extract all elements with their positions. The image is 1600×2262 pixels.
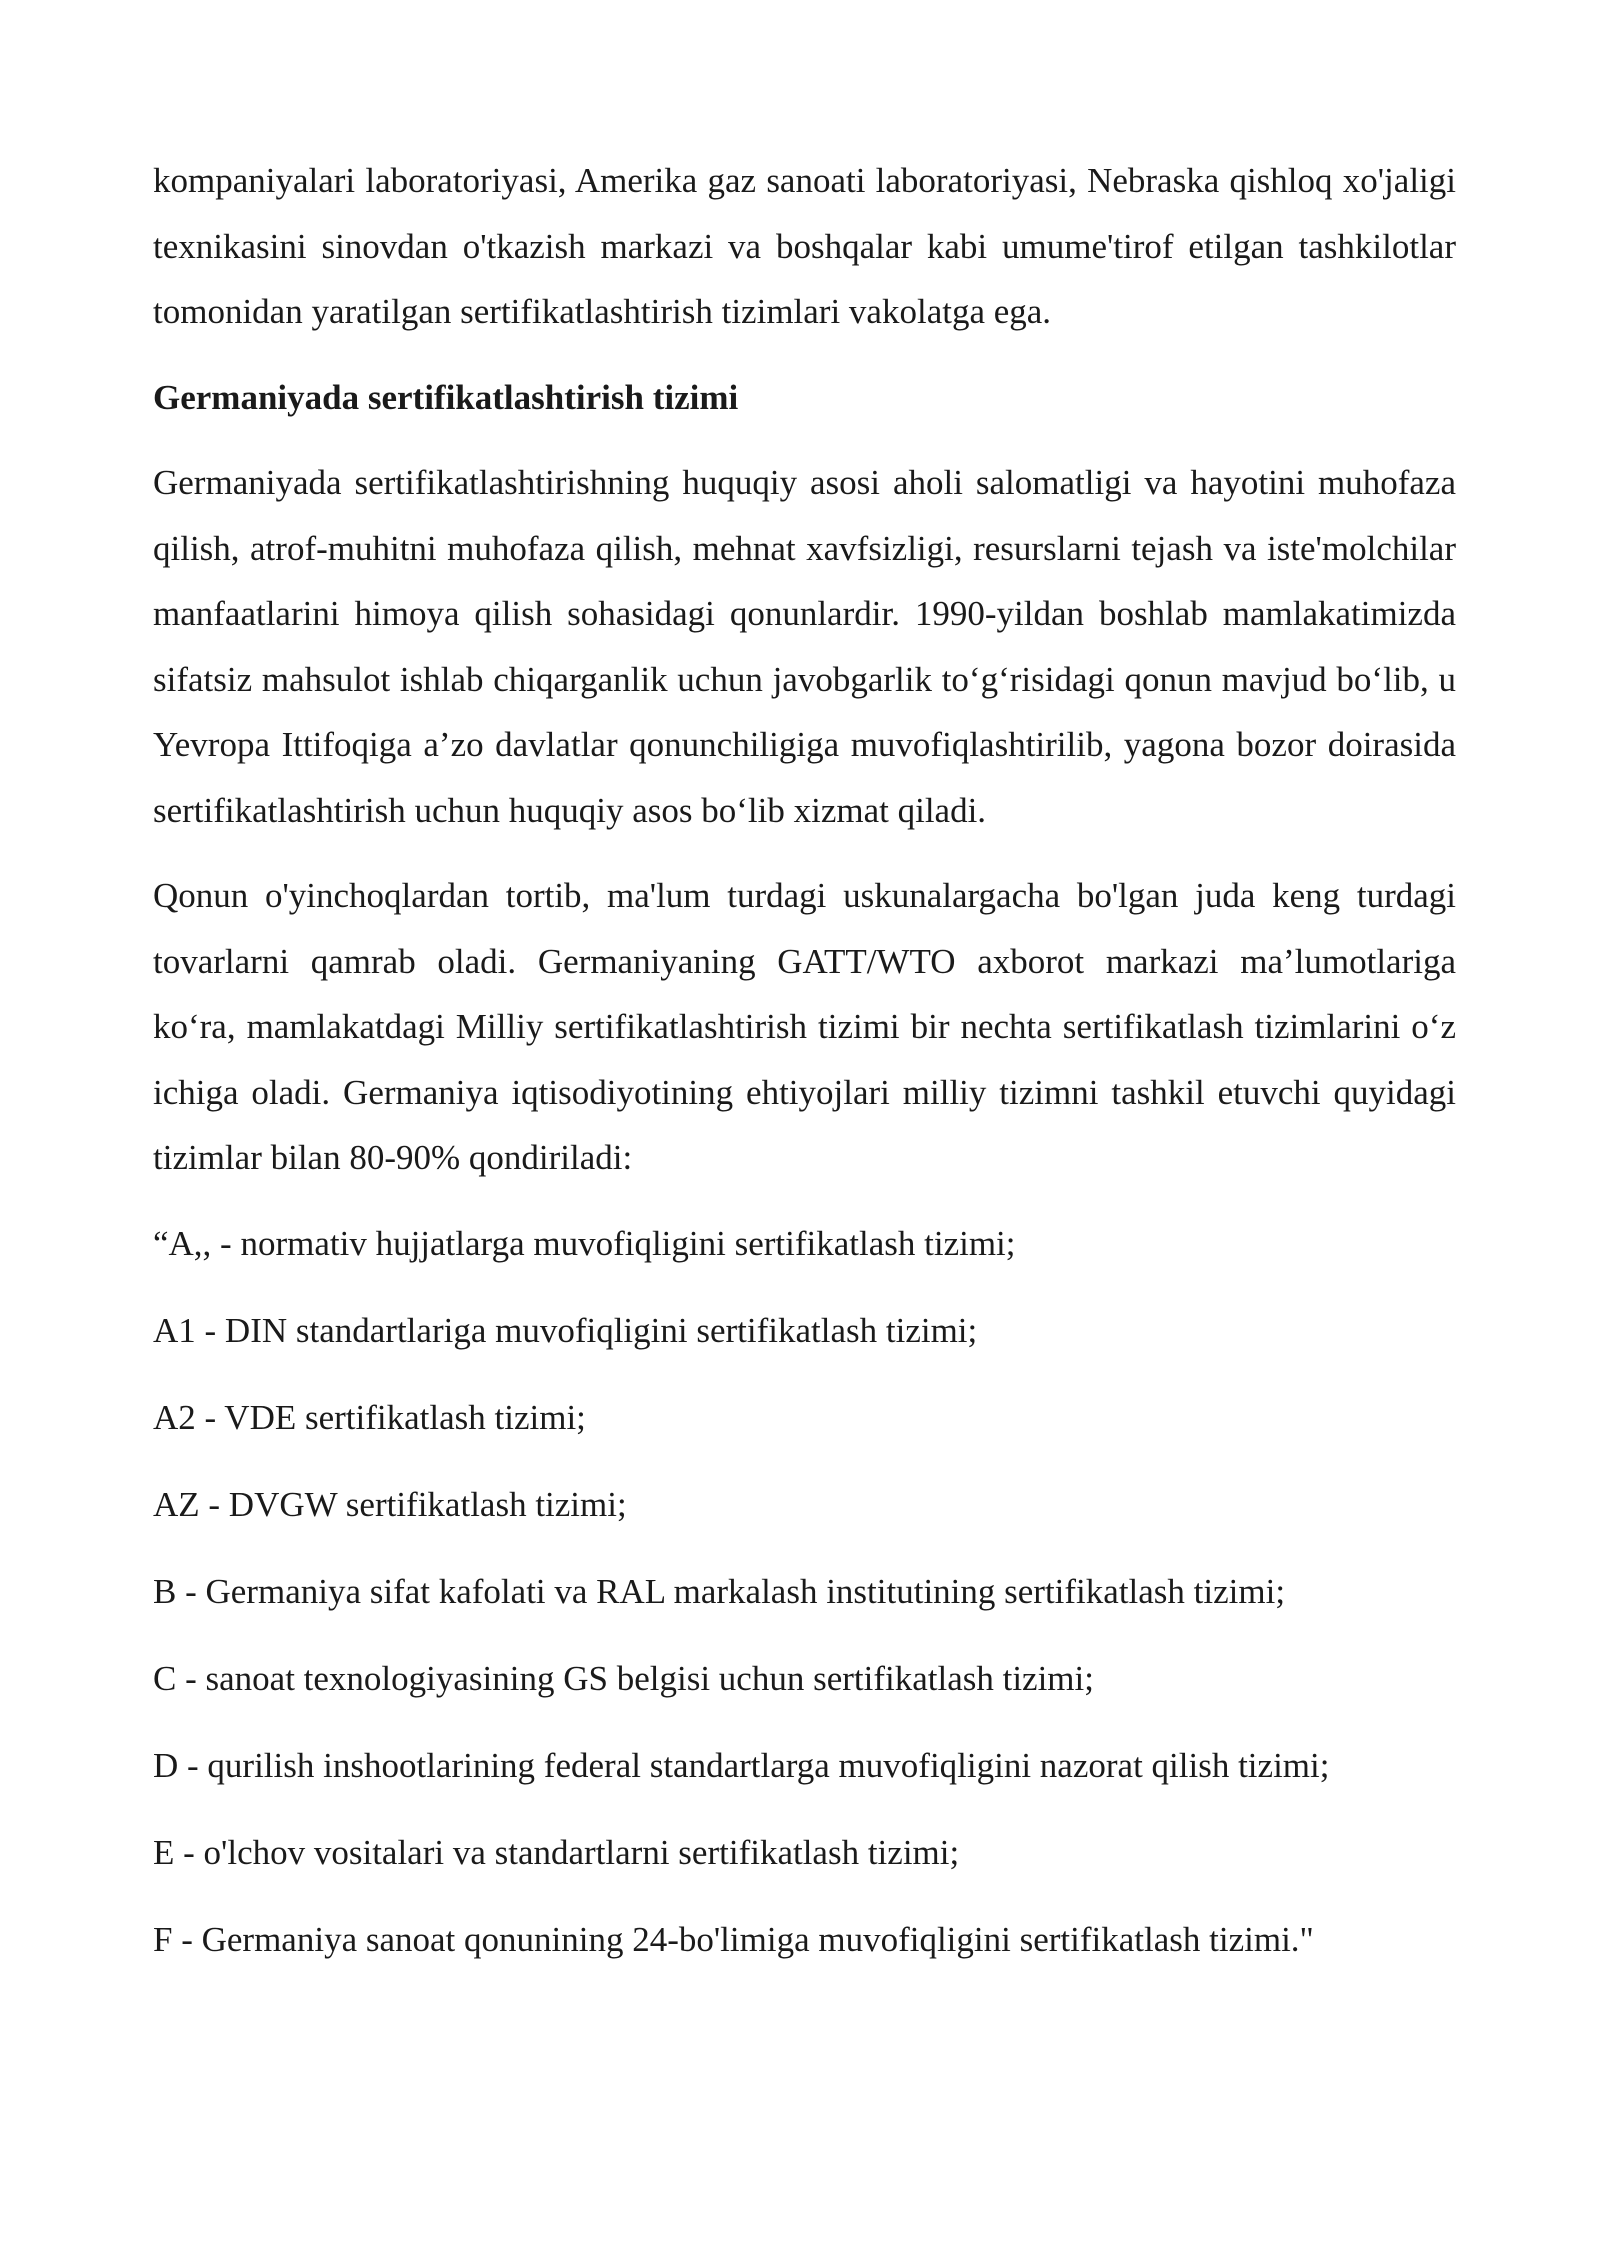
list-item: C - sanoat texnologiyasining GS belgisi uchun sertifikatlash tizimi;	[153, 1658, 1094, 1698]
intro-paragraph: kompaniyalari laboratoriyasi, Amerika gaz sanoati laboratoriyasi, Nebraska qishloq xo'jaligi texnikasini sinovdan o'tkazish markazi va boshqalar kabi umume'tirof etilgan tashkilotlar tomonidan yaratilgan sertifikatlashtirish tizimlari vakolatga ega.	[153, 161, 1456, 331]
list-item: A2 - VDE sertifikatlash tizimi;	[153, 1397, 586, 1437]
page-content	[153, 148, 1456, 1972]
list-item: B - Germaniya sifat kafolati va RAL markalash institutining sertifikatlash tizimi;	[153, 1571, 1286, 1611]
section-heading: Germaniyada sertifikatlashtirish tizimi	[153, 377, 739, 417]
list-item: “A,, - normativ hujjatlarga muvofiqligini sertifikatlash tizimi;	[153, 1223, 1016, 1263]
certification-systems-list	[153, 1211, 1456, 1973]
list-item: A1 - DIN standartlariga muvofiqligini sertifikatlash tizimi;	[153, 1310, 978, 1350]
legal-basis-paragraph: Germaniyada sertifikatlashtirishning huquqiy asosi aholi salomatligi va hayotini muhofaza qilish, atrof-muhitni muhofaza qilish, mehnat xavfsizligi, resurslarni tejash va iste'molchilar manfaatlarini himoya qilish sohasidagi qonunlardir. 1990-yildan boshlab mamlakatimizda sifatsiz mahsulot ishlab chiqarganlik uchun javobgarlik to‘g‘risidagi qonun mavjud bo‘lib, u Yevropa Ittifoqiga a’zo davlatlar qonunchiligiga muvofiqlashtirilib, yagona bozor doirasida sertifikatlashtirish uchun huquqiy asos bo‘lib xizmat qiladi.	[153, 463, 1456, 830]
list-item: F - Germaniya sanoat qonunining 24-bo'limiga muvofiqligini sertifikatlash tizimi."	[153, 1919, 1314, 1959]
list-item: D - qurilish inshootlarining federal standartlarga muvofiqligini nazorat qilish tizimi;	[153, 1745, 1330, 1785]
list-item: E - o'lchov vositalari va standartlarni sertifikatlash tizimi;	[153, 1832, 960, 1872]
scope-paragraph: Qonun o'yinchoqlardan tortib, ma'lum turdagi uskunalargacha bo'lgan juda keng turdagi tovarlarni qamrab oladi. Germaniyaning GATT/WTO axborot markazi ma’lumotlariga ko‘ra, mamlakatdagi Milliy sertifikatlashtirish tizimi bir nechta sertifikatlash tizimlarini o‘z ichiga oladi. Germaniya iqtisodiyotining ehtiyojlari milliy tizimni tashkil etuvchi quyidagi tizimlar bilan 80-90% qondiriladi:	[153, 876, 1456, 1177]
list-item: AZ - DVGW sertifikatlash tizimi;	[153, 1484, 627, 1524]
